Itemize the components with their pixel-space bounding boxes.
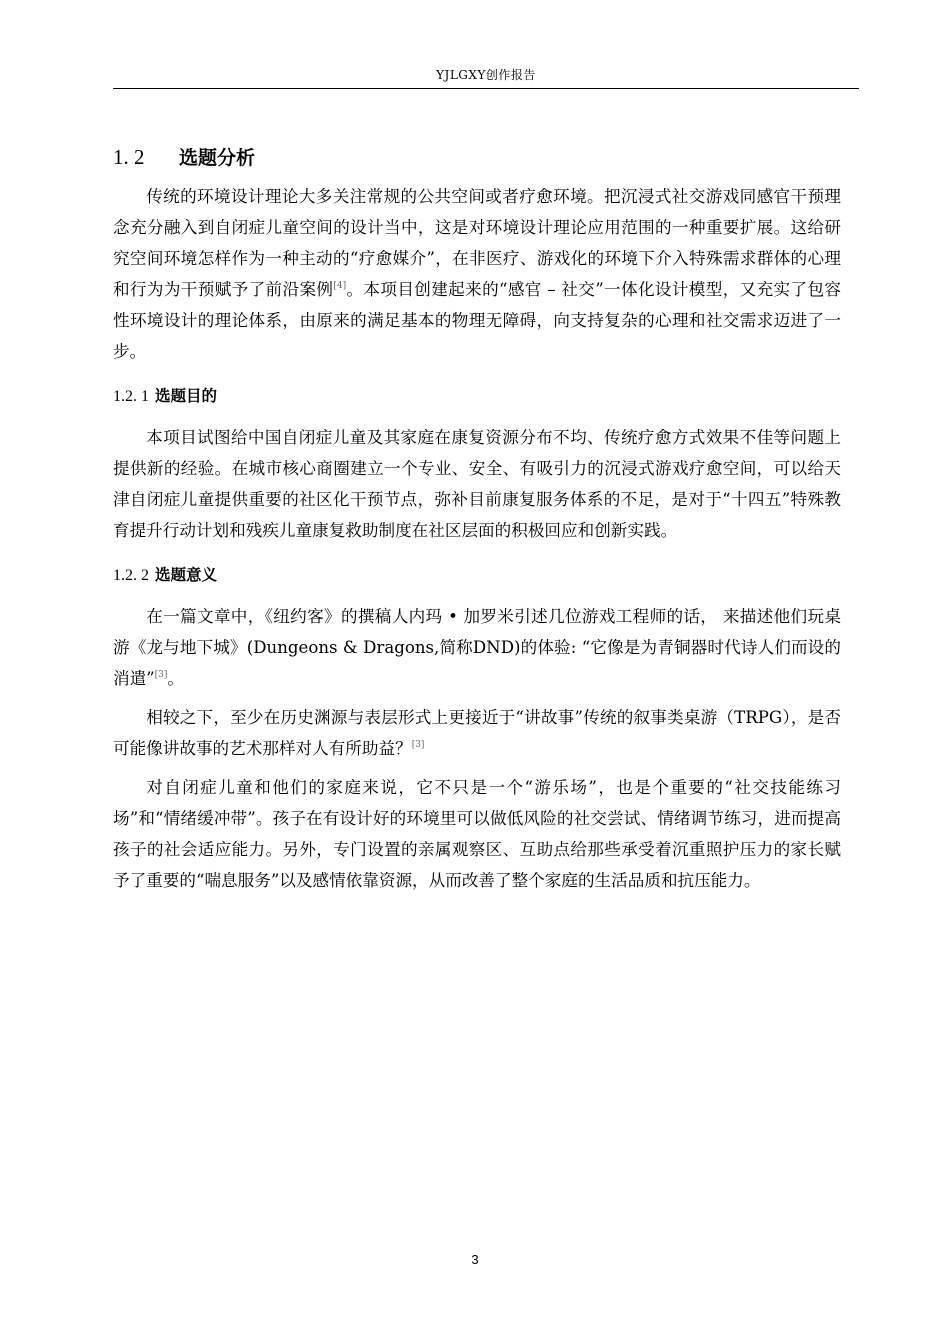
significance-paragraph-3: 对自闭症儿童和他们的家庭来说，它不只是一个“游乐场”，也是个重要的“社交技能练习场”和“情绪缓冲带”。孩子在有设计好的环境里可以做低风险的社交尝试、情绪调节练习，进而提高孩子的社会适应能力。另外，专门设置的亲属观察区、互助点给那些承受着沉重照护压力的家长赋予了重要的“喘息服务”以及感情依靠资源，从而改善了整个家庭的生活品质和抗压能力。 <box>113 778 841 890</box>
section-paragraph <box>113 181 841 367</box>
paragraph-text: 。 <box>167 669 185 688</box>
subsection-title: 选题意义 <box>155 566 218 584</box>
subsection-heading-significance <box>113 560 841 591</box>
section-heading <box>113 140 841 175</box>
paragraph-text: 。本项目创建起来的“感官 – 社交”一体化设计模型，又充实了包容性环境设计的理论体系，由原来的满足基本的物理无障碍，向支持复杂的心理和社交需求迈进了一步。 <box>113 280 842 361</box>
citation-ref: [3] <box>411 740 425 750</box>
purpose-paragraph: 本项目试图给中国自闭症儿童及其家庭在康复资源分布不均、传统疗愈方式效果不佳等问题上提供新的经验。在城市核心商圈建立一个专业、安全、有吸引力的沉浸式游戏疗愈空间，可以给天津自闭症儿童提供重要的社区化干预节点，弥补目前康复服务体系的不足，是对于“十四五”特殊教育提升行动计划和残疾儿童康复救助制度在社区层面的积极回应和创新实践。 <box>113 428 841 540</box>
paragraph-gap <box>113 694 841 702</box>
paragraph-text: 传统的环境设计理论大多关注常规的公共空间或者疗愈环境。把沉浸式社交游戏同感官干预理念充分融入到自闭症儿童空间的设计当中，这是对环境设计理论应用范围的一种重要扩展。这给研究空间环境怎样作为一种主动的“疗愈媒介”，在非医疗、游戏化的环境下介入特殊需求群体的心理和行为为干预赋予了前沿案例 <box>113 187 841 299</box>
page-number: 3 <box>471 1252 479 1267</box>
subsection-number: 1.2. 2 <box>113 567 149 584</box>
subsection-number: 1.2. 1 <box>113 388 149 405</box>
citation-ref: [3] <box>154 670 168 680</box>
subsection-title: 选题目的 <box>155 387 218 405</box>
section-number: 1. 2 <box>113 145 145 169</box>
paragraph-gap <box>113 764 841 772</box>
section-title: 选题分析 <box>179 147 256 169</box>
significance-paragraph-1 <box>113 601 841 694</box>
subsection-heading-purpose <box>113 381 841 412</box>
document-body <box>113 140 841 896</box>
paragraph-text: 在一篇文章中，《纽约客》的撰稿人内玛 • 加罗米引述几位游戏工程师的话， 来描述他们玩桌游《龙与地下城》(Dungeons & Dragons,简称DND)的体验: “它像是为青铜器时代诗人们而设的消遣” <box>113 607 841 688</box>
page-header: YJLGXY创作报告 <box>436 68 536 82</box>
citation-ref: [4] <box>333 281 347 291</box>
header-rule <box>113 88 859 89</box>
significance-paragraph-2 <box>113 702 841 764</box>
paragraph-text: 相较之下，至少在历史渊源与表层形式上更接近于“讲故事”传统的叙事类桌游（TRPG），是否可能像讲故事的艺术那样对人有所助益？ <box>113 708 841 758</box>
